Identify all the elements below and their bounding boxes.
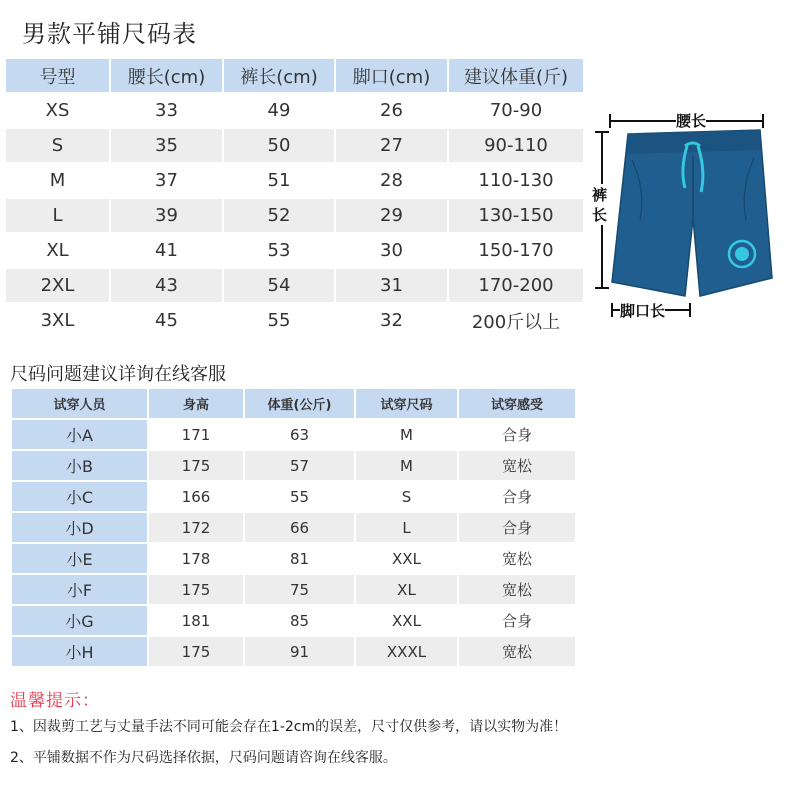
size-cell: 2XL	[6, 269, 109, 302]
weight-cell: 55	[245, 482, 354, 511]
size-cell: L	[6, 199, 109, 232]
weight-cell: 70-90	[449, 94, 583, 127]
fit-cell: 宽松	[459, 575, 575, 604]
weight-cell: 130-150	[449, 199, 583, 232]
length-label-bottom: 长	[592, 206, 608, 224]
height-cell: 175	[149, 637, 243, 666]
weight-cell: 200斤以上	[449, 304, 583, 337]
weight-cell: 85	[245, 606, 354, 635]
fit-cell: 合身	[459, 420, 575, 449]
table-row	[6, 269, 583, 302]
fit-table-header	[12, 389, 575, 418]
fit-cell: 宽松	[459, 637, 575, 666]
table-row	[12, 606, 575, 635]
weight-cell: 91	[245, 637, 354, 666]
hem-cell: 27	[336, 129, 447, 162]
tips-title: 温馨提示：	[10, 691, 100, 711]
fit-cell: 合身	[459, 482, 575, 511]
header-cell: 体重(公斤)	[245, 389, 354, 418]
height-cell: 175	[149, 575, 243, 604]
height-cell: 181	[149, 606, 243, 635]
weight-cell: 110-130	[449, 164, 583, 197]
waist-label: 腰长	[676, 112, 707, 130]
table-row	[6, 129, 583, 162]
size-cell: XXL	[356, 544, 457, 573]
waist-cell: 45	[111, 304, 222, 337]
size-cell: M	[356, 451, 457, 480]
tester-cell: 小H	[12, 637, 147, 666]
size-cell: L	[356, 513, 457, 542]
length-label-top: 裤	[592, 186, 608, 204]
tester-cell: 小F	[12, 575, 147, 604]
height-cell: 178	[149, 544, 243, 573]
waist-cell: 43	[111, 269, 222, 302]
header-cell: 建议体重(斤)	[449, 59, 583, 92]
size-cell: M	[356, 420, 457, 449]
tester-cell: 小E	[12, 544, 147, 573]
header-cell: 试穿人员	[12, 389, 147, 418]
weight-cell: 170-200	[449, 269, 583, 302]
waist-cell: 35	[111, 129, 222, 162]
table-row	[6, 94, 583, 127]
page-title: 男款平铺尺码表	[22, 20, 197, 48]
size-table-header	[6, 59, 583, 92]
height-cell: 172	[149, 513, 243, 542]
length-cell: 54	[224, 269, 334, 302]
header-cell: 试穿尺码	[356, 389, 457, 418]
weight-cell: 90-110	[449, 129, 583, 162]
size-cell: XS	[6, 94, 109, 127]
size-chart-table	[4, 57, 585, 339]
table-row	[12, 544, 575, 573]
hem-cell: 30	[336, 234, 447, 267]
header-cell: 裤长(cm)	[224, 59, 334, 92]
table-row	[12, 513, 575, 542]
tester-cell: 小A	[12, 420, 147, 449]
size-cell: S	[356, 482, 457, 511]
fit-cell: 宽松	[459, 451, 575, 480]
waist-cell: 41	[111, 234, 222, 267]
table-row	[6, 164, 583, 197]
header-cell: 号型	[6, 59, 109, 92]
shorts-measurement-diagram	[588, 100, 788, 330]
hem-cell: 29	[336, 199, 447, 232]
size-cell: XL	[6, 234, 109, 267]
table-row	[6, 304, 583, 337]
tester-cell: 小G	[12, 606, 147, 635]
length-cell: 52	[224, 199, 334, 232]
tester-cell: 小C	[12, 482, 147, 511]
weight-cell: 75	[245, 575, 354, 604]
weight-cell: 81	[245, 544, 354, 573]
tester-cell: 小B	[12, 451, 147, 480]
table-row	[6, 234, 583, 267]
height-cell: 175	[149, 451, 243, 480]
fit-cell: 合身	[459, 513, 575, 542]
size-cell: XXL	[356, 606, 457, 635]
length-cell: 51	[224, 164, 334, 197]
weight-cell: 63	[245, 420, 354, 449]
fit-cell: 宽松	[459, 544, 575, 573]
tip-item: 1、因裁剪工艺与丈量手法不同可能会存在1-2cm的误差，尺寸仅供参考，请以实物为准！	[10, 719, 568, 735]
fit-section-title: 尺码问题建议详询在线客服	[10, 364, 226, 385]
hem-cell: 26	[336, 94, 447, 127]
hem-cell: 28	[336, 164, 447, 197]
height-cell: 166	[149, 482, 243, 511]
size-cell: XXXL	[356, 637, 457, 666]
waist-cell: 33	[111, 94, 222, 127]
table-row	[12, 420, 575, 449]
table-row	[6, 199, 583, 232]
header-cell: 身高	[149, 389, 243, 418]
tip-item: 2、平铺数据不作为尺码选择依据，尺码问题请咨询在线客服。	[10, 750, 397, 766]
size-cell: S	[6, 129, 109, 162]
fit-cell: 合身	[459, 606, 575, 635]
size-cell: M	[6, 164, 109, 197]
length-cell: 53	[224, 234, 334, 267]
weight-cell: 57	[245, 451, 354, 480]
length-cell: 49	[224, 94, 334, 127]
weight-cell: 66	[245, 513, 354, 542]
size-cell: 3XL	[6, 304, 109, 337]
hem-label: 脚口长	[620, 302, 666, 320]
waist-cell: 37	[111, 164, 222, 197]
height-cell: 171	[149, 420, 243, 449]
weight-cell: 150-170	[449, 234, 583, 267]
hem-cell: 31	[336, 269, 447, 302]
header-cell: 腰长(cm)	[111, 59, 222, 92]
length-cell: 55	[224, 304, 334, 337]
waist-cell: 39	[111, 199, 222, 232]
hem-cell: 32	[336, 304, 447, 337]
table-row	[12, 637, 575, 666]
table-row	[12, 451, 575, 480]
fit-test-table	[10, 387, 577, 668]
shorts-illustration	[588, 100, 788, 330]
length-cell: 50	[224, 129, 334, 162]
tester-cell: 小D	[12, 513, 147, 542]
header-cell: 脚口(cm)	[336, 59, 447, 92]
table-row	[12, 575, 575, 604]
table-row	[12, 482, 575, 511]
size-cell: XL	[356, 575, 457, 604]
header-cell: 试穿感受	[459, 389, 575, 418]
